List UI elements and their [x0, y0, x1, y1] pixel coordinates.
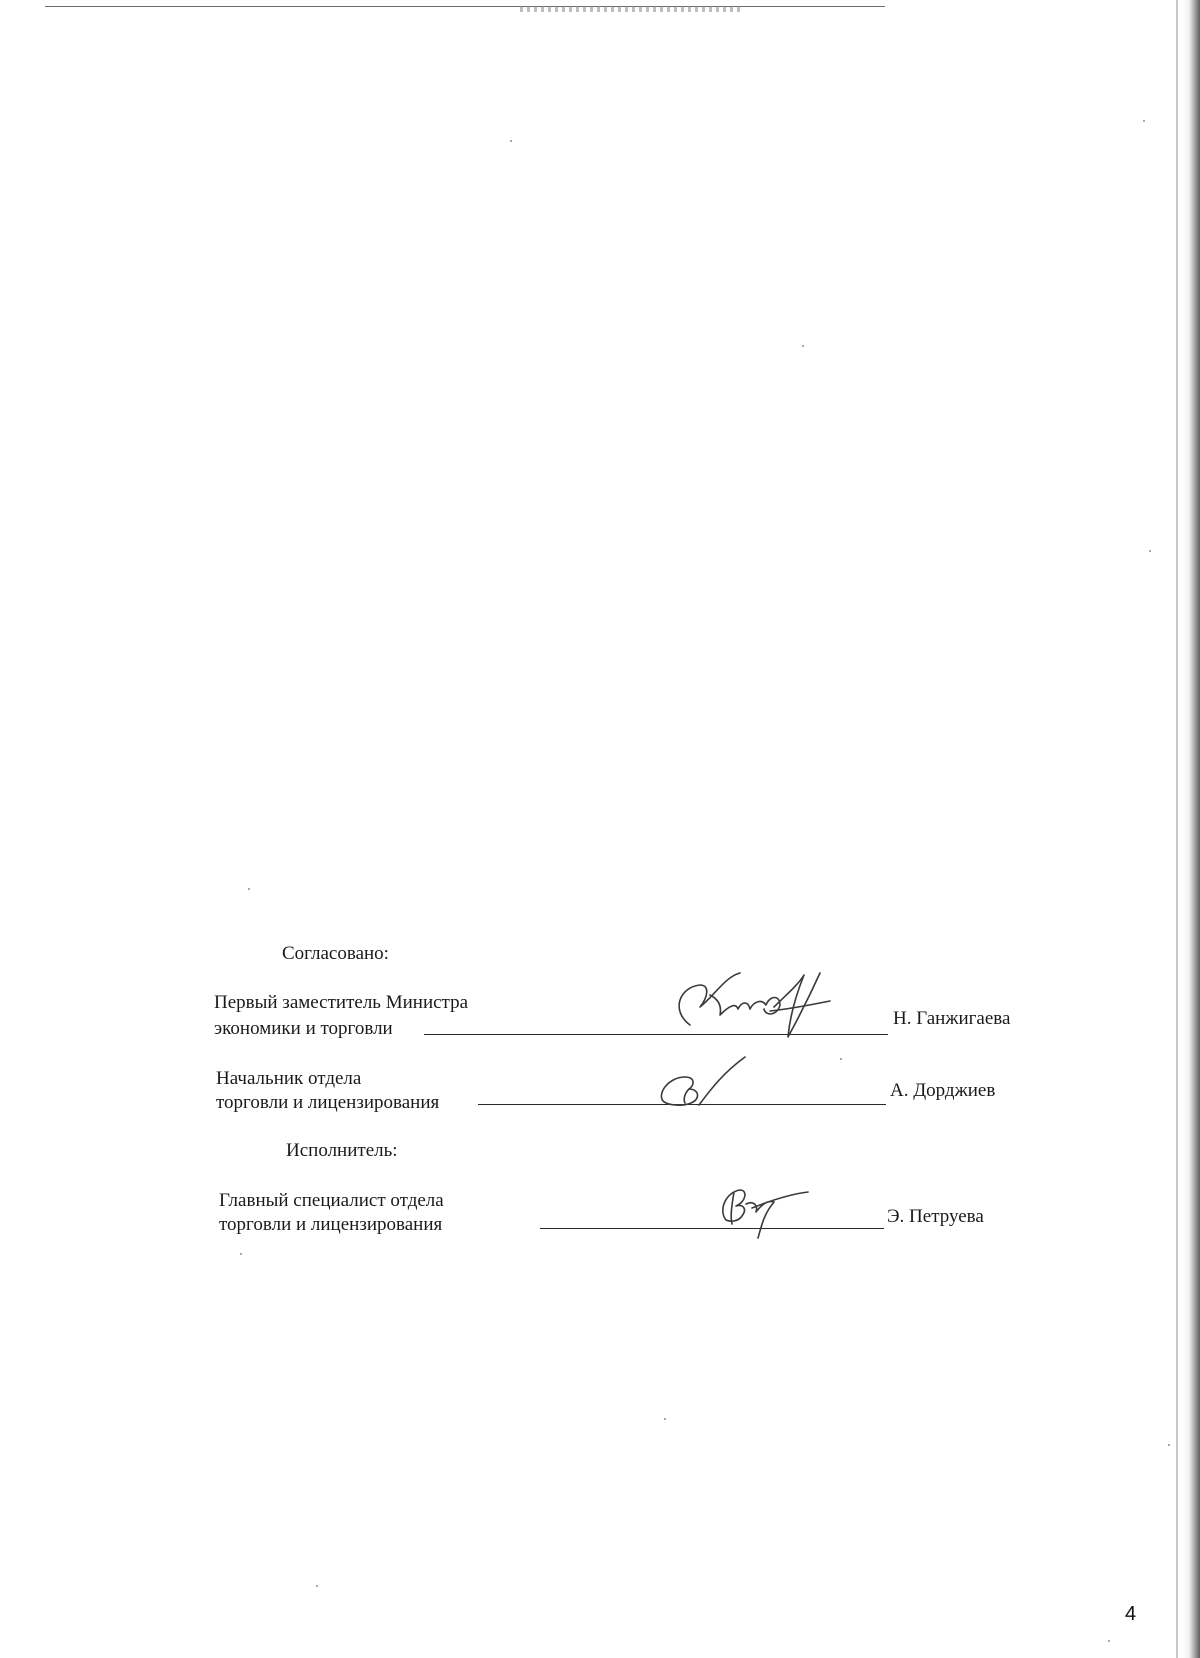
scan-speck: [1149, 550, 1151, 552]
executor-position-line1: Главный специалист отдела: [219, 1190, 444, 1211]
agreed-heading: Согласовано:: [282, 943, 389, 964]
scan-smudge: [520, 6, 740, 12]
scan-speck: [1108, 1640, 1110, 1642]
scan-speck: [240, 1253, 242, 1255]
signatory-2-position-line1: Начальник отдела: [216, 1068, 362, 1089]
executor-heading: Исполнитель:: [286, 1140, 398, 1161]
top-rule: [45, 6, 885, 7]
scan-edge-line: [1176, 0, 1178, 1658]
scan-speck: [802, 345, 804, 347]
signature-image: [670, 965, 840, 1045]
scan-shadow-edge: [1182, 0, 1200, 1658]
executor-position-line2: торговли и лицензирования: [219, 1214, 443, 1235]
scan-speck: [510, 140, 512, 142]
scan-speck: [664, 1418, 666, 1420]
page-number: 4: [1125, 1603, 1137, 1625]
signatory-2-position-line2: торговли и лицензирования: [216, 1092, 440, 1113]
signature-image: [712, 1180, 812, 1240]
signatory-2-name: А. Дорджиев: [890, 1080, 996, 1101]
signature-image: [655, 1055, 755, 1115]
scan-speck: [316, 1585, 318, 1587]
signatory-1-position-line1: Первый заместитель Министра: [214, 992, 469, 1013]
signatory-1-name: Н. Ганжигаева: [893, 1008, 1011, 1029]
signatory-1-position-line2: экономики и торговли: [214, 1018, 393, 1039]
scan-speck: [1168, 1444, 1170, 1446]
scan-speck: [1143, 120, 1145, 122]
scan-speck: [248, 888, 250, 890]
executor-name: Э. Петруева: [887, 1206, 984, 1227]
scan-speck: [840, 1058, 842, 1060]
